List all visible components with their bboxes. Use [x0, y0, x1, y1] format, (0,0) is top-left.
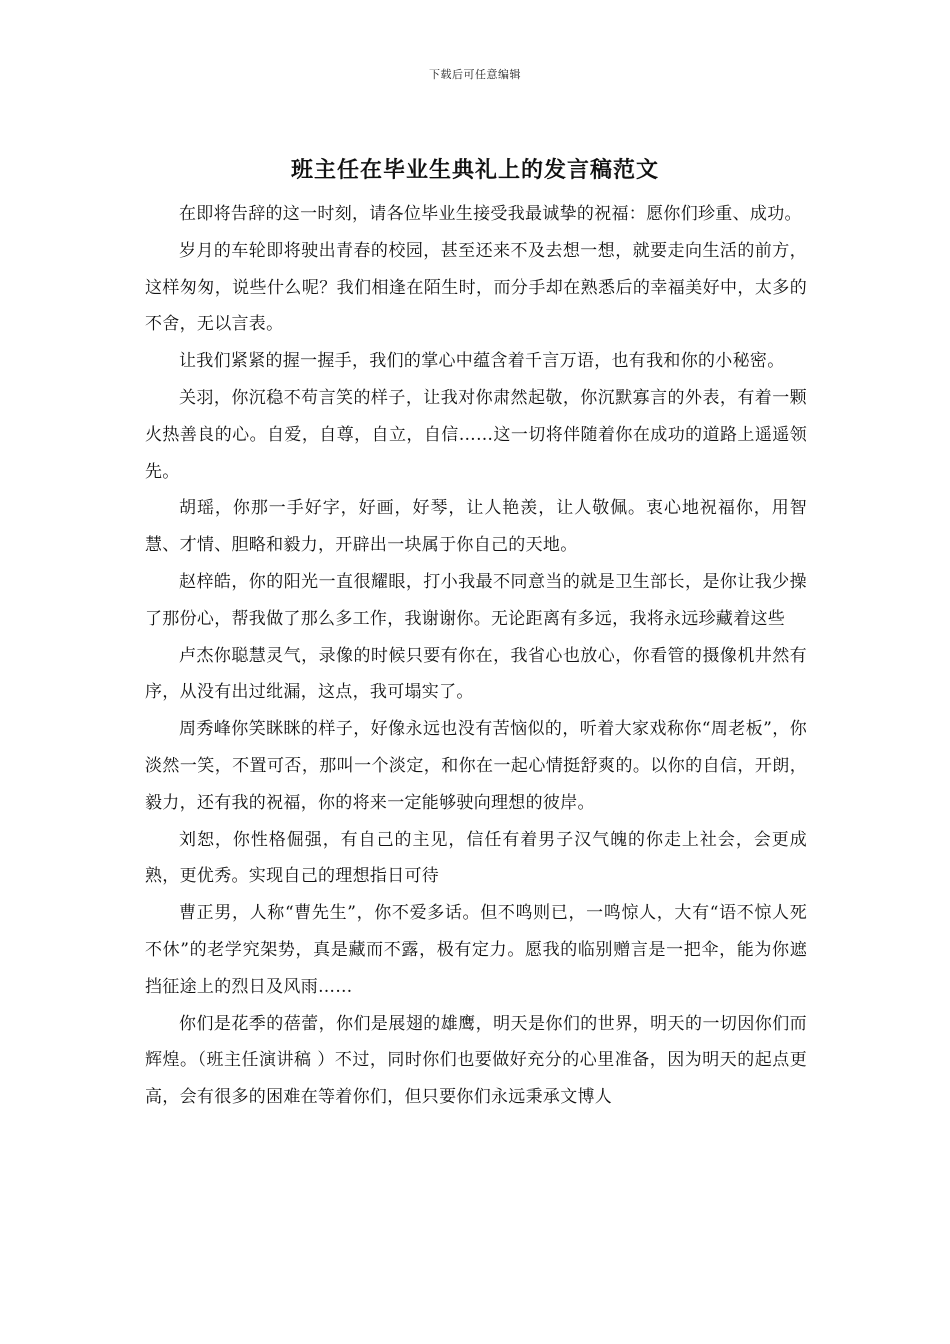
paragraph-11: 你们是花季的蓓蕾，你们是展翅的雄鹰，明天是你们的世界，明天的一切因你们而辉煌。（班主任演讲稿 ）不过，同时你们也要做好充分的心里准备，因为明天的起点更高，会有很多的困难在等着你们，但只要你们永远秉承文博人: [145, 1013, 807, 1108]
document-title: 班主任在毕业生典礼上的发言稿范文: [290, 157, 659, 183]
paragraph-8: 周秀峰你笑眯眯的样子，好像永远也没有苦恼似的，听着大家戏称你“周老板”，你淡然一笑，不置可否，那叫一个淡定，和你在一起心情挺舒爽的。以你的自信，开朗，毅力，还有我的祝福，你的将来一定能够驶向理想的彼岸。: [145, 719, 807, 813]
paragraph-9: 刘恕，你性格倔强，有自己的主见，信任有着男子汉气魄的你走上社会，会更成熟，更优秀。实现自己的理想指日可待: [145, 829, 807, 887]
paragraph-3: 让我们紧紧的握一握手，我们的掌心中蕴含着千言万语，也有我和你的小秘密。: [179, 351, 785, 372]
header-note: 下载后可任意编辑: [429, 68, 521, 81]
paragraph-7: 卢杰你聪慧灵气，录像的时候只要有你在，我省心也放心，你看管的摄像机井然有序，从没有出过纰漏，这点，我可塌实了。: [145, 645, 807, 703]
paragraph-1: 在即将告辞的这一时刻，请各位毕业生接受我最诚挚的祝福：愿你们珍重、成功。: [179, 204, 802, 224]
paragraph-2: 岁月的车轮即将驶出青春的校园，甚至还来不及去想一想，就要走向生活的前方，这样匆匆，说些什么呢？我们相逢在陌生时，而分手却在熟悉后的幸福美好中，太多的不舍，无以言表。: [145, 240, 807, 335]
paragraph-4: 关羽，你沉稳不苟言笑的样子，让我对你肃然起敬，你沉默寡言的外表，有着一颗火热善良的心。自爱，自尊，自立，自信……这一切将伴随着你在成功的道路上遥遥领先。: [145, 387, 807, 482]
paragraph-5: 胡瑶，你那一手好字，好画，好琴，让人艳羡，让人敬佩。衷心地祝福你，用智慧、才情、胆略和毅力，开辟出一块属于你自己的天地。: [145, 498, 807, 556]
document-body: [145, 196, 807, 1116]
paragraph-6: 赵梓皓，你的阳光一直很耀眼，打小我最不同意当的就是卫生部长，是你让我少操了那份心，帮我做了那么多工作，我谢谢你。无论距离有多远，我将永远珍藏着这些: [145, 571, 807, 629]
paragraph-10: 曹正男，人称“曹先生”，你不爱多话。但不鸣则已，一鸣惊人，大有“语不惊人死不休”的老学究架势，真是藏而不露，极有定力。愿我的临别赠言是一把伞，能为你遮挡征途上的烈日及风雨……: [145, 903, 807, 997]
